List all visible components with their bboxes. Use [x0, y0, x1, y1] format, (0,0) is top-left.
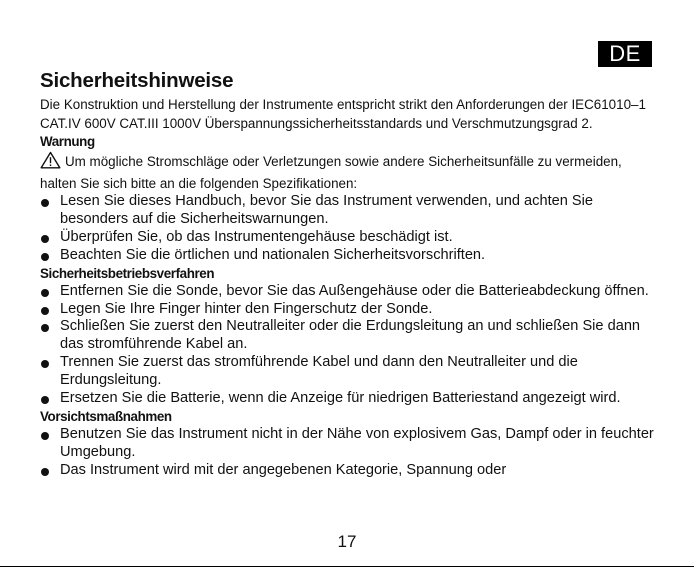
procedures-heading: Sicherheitsbetriebsverfahren [40, 265, 215, 281]
page-title: Sicherheitshinweise [40, 69, 234, 92]
precautions-list [40, 426, 655, 480]
warning-paragraph [40, 151, 655, 193]
list-item: Entfernen Sie die Sonde, bevor Sie das Außengehäuse oder die Batterieabdeckung öffnen. [40, 283, 655, 301]
warning-triangle-icon [40, 151, 61, 175]
page-content [40, 68, 655, 480]
list-item: Das Instrument wird mit der angegebenen Kategorie, Spannung oder [40, 462, 655, 480]
warning-heading: Warnung [40, 134, 95, 149]
intro-paragraph: Die Konstruktion und Herstellung der Instrumente entspricht strikt den Anforderungen der IEC61010–1 CAT.IV 600V CAT.III 1000V Überspannungssicherheitsstandards und Verschmutzungsgrad 2. [40, 97, 646, 131]
list-item: Beachten Sie die örtlichen und nationalen Sicherheitsvorschriften. [40, 247, 655, 265]
list-item: Überprüfen Sie, ob das Instrumentengehäuse beschädigt ist. [40, 229, 655, 247]
list-item: Ersetzen Sie die Batterie, wenn die Anzeige für niedrigen Batteriestand angezeigt wird. [40, 390, 655, 408]
list-item: Legen Sie Ihre Finger hinter den Fingerschutz der Sonde. [40, 301, 655, 319]
page-number: 17 [337, 532, 357, 551]
bottom-divider [0, 566, 694, 567]
procedures-list [40, 283, 655, 408]
list-item: Lesen Sie dieses Handbuch, bevor Sie das Instrument verwenden, und achten Sie besonders auf die Sicherheitswarnungen. [40, 193, 655, 229]
precautions-heading: Vorsichtsmaßnahmen [40, 408, 172, 424]
list-item: Benutzen Sie das Instrument nicht in der Nähe von explosivem Gas, Dampf oder in feuchter Umgebung. [40, 426, 655, 462]
warning-list [40, 193, 655, 265]
language-badge: DE [598, 41, 652, 67]
list-item: Trennen Sie zuerst das stromführende Kabel und dann den Neutralleiter und die Erdungsleitung. [40, 354, 655, 390]
list-item: Schließen Sie zuerst den Neutralleiter oder die Erdungsleitung an und schließen Sie dann das stromführende Kabel an. [40, 318, 655, 354]
warning-text: Um mögliche Stromschläge oder Verletzungen sowie andere Sicherheitsunfälle zu vermeiden, halten Sie sich bitte an die folgenden Spezifikationen: [40, 154, 622, 191]
